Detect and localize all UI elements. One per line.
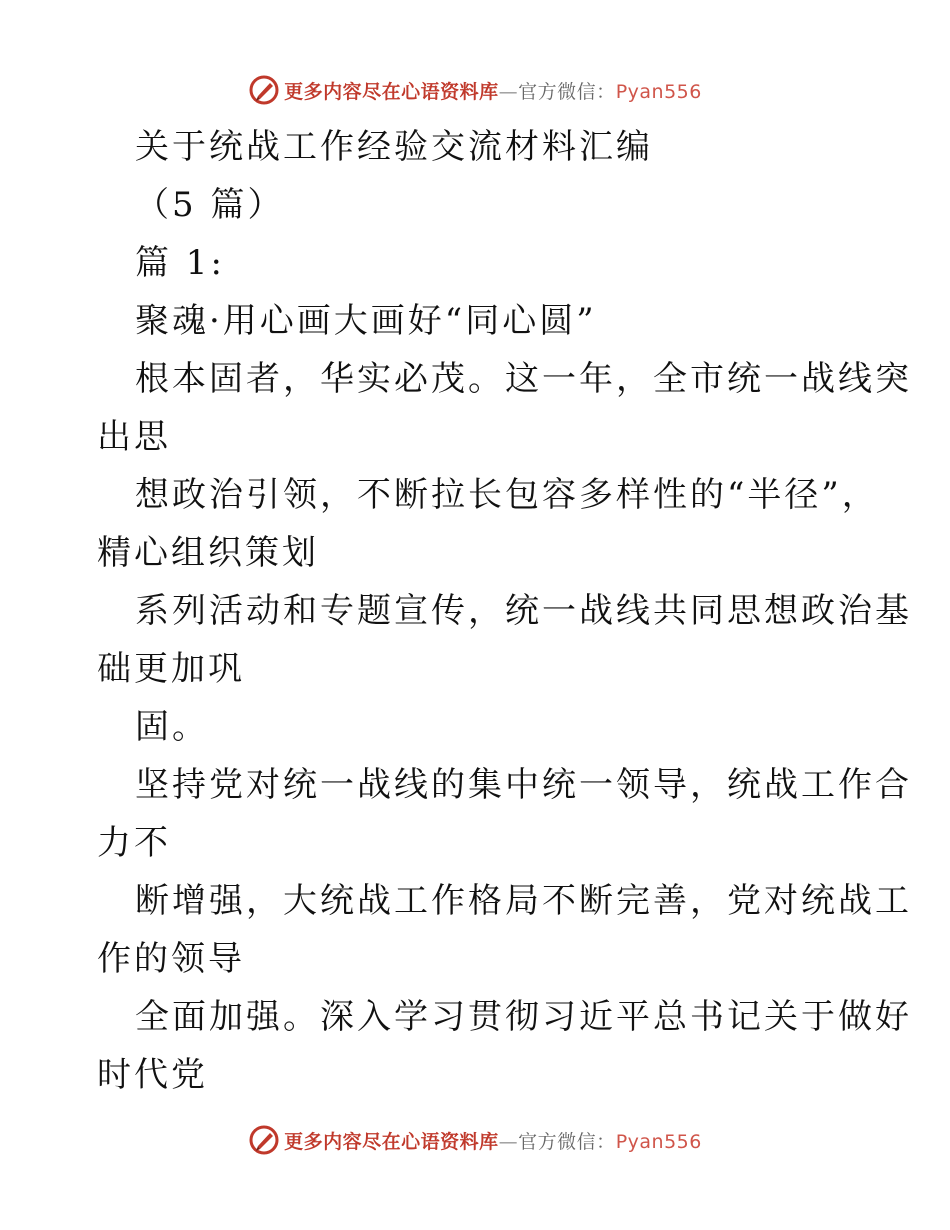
paragraph-line: 坚持党对统一战线的集中统一领导，统战工作合 — [135, 765, 912, 805]
document-title: 关于统战工作经验交流材料汇编 — [135, 127, 653, 167]
paragraph-line: 断增强，大统战工作格局不断完善，党对统战工 — [135, 881, 912, 921]
watermark-dash: — — [498, 80, 519, 103]
section-heading: 篇 1: — [135, 243, 225, 283]
watermark-wechat-label: 官方微信： — [518, 1130, 616, 1153]
watermark-dash: — — [498, 1130, 519, 1153]
document-body — [97, 118, 912, 1104]
watermark-text — [284, 1127, 702, 1154]
paragraph-line: 础更加巩 — [97, 649, 245, 689]
watermark-brand: 更多内容尽在心语资料库 — [284, 1130, 499, 1153]
watermark-brand: 更多内容尽在心语资料库 — [284, 80, 499, 103]
paragraph-line: 想政治引领，不断拉长包容多样性的“半径”， — [135, 475, 879, 515]
paragraph-line: 作的领导 — [97, 939, 245, 979]
watermark-wechat-id: Pyan556 — [615, 1130, 702, 1153]
footer-watermark — [0, 1120, 950, 1160]
pen-logo-icon — [248, 74, 280, 106]
section-title: 聚魂·用心画大画好“同心圆” — [135, 301, 597, 341]
document-subtitle: （5 篇） — [135, 185, 285, 225]
watermark-wechat-label: 官方微信： — [518, 80, 616, 103]
watermark-wechat-id: Pyan556 — [615, 80, 702, 103]
header-watermark — [0, 70, 950, 110]
watermark-text — [284, 77, 702, 104]
pen-logo-icon — [248, 1124, 280, 1156]
paragraph-line: 精心组织策划 — [97, 533, 319, 573]
paragraph-line: 根本固者，华实必茂。这一年，全市统一战线突 — [135, 359, 912, 399]
paragraph-line: 力不 — [97, 823, 171, 863]
paragraph-line: 出思 — [97, 417, 171, 457]
paragraph-line: 全面加强。深入学习贯彻习近平总书记关于做好 — [135, 997, 912, 1037]
paragraph-line: 时代党 — [97, 1055, 208, 1095]
paragraph-line: 固。 — [135, 707, 209, 747]
paragraph-line: 系列活动和专题宣传，统一战线共同思想政治基 — [135, 591, 912, 631]
